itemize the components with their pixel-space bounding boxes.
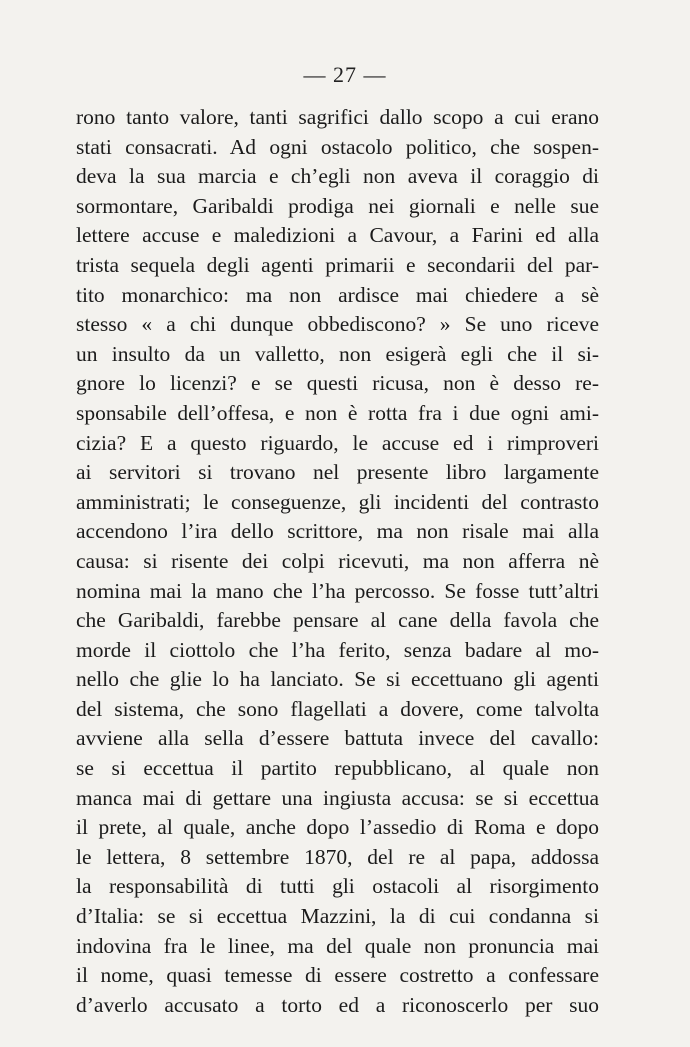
text-line: nomina mai la mano che l’ha percosso. Se fosse tutt’altri xyxy=(76,578,599,603)
text-line: stesso « a chi dunque obbediscono? » Se uno riceve xyxy=(76,312,599,337)
text-line: un insulto da un valletto, non esigerà egli che il si- xyxy=(76,341,599,366)
text-line: lettere accuse e maledizioni a Cavour, a Farini ed alla xyxy=(76,223,599,248)
text-line: deva la sua marcia e ch’egli non aveva il coraggio di xyxy=(76,164,599,189)
text-line: amministrati; le conseguenze, gli incidenti del contrasto xyxy=(76,489,599,514)
text-line: il nome, quasi temesse di essere costretto a confessare xyxy=(76,963,599,988)
text-line: se si eccettua il partito repubblicano, al quale non xyxy=(76,756,599,781)
body-text xyxy=(76,103,599,1020)
text-line: sormontare, Garibaldi prodiga nei giornali e nelle sue xyxy=(76,193,599,218)
text-line: accendono l’ira dello scrittore, ma non risale mai alla xyxy=(76,519,599,544)
text-line: causa: si risente dei colpi ricevuti, ma non afferra nè xyxy=(76,548,599,573)
page-number: — 27 — xyxy=(303,62,387,87)
text-line: indovina fra le linee, ma del quale non pronuncia mai xyxy=(76,933,599,958)
text-line: tito monarchico: ma non ardisce mai chiedere a sè xyxy=(76,282,599,307)
text-line: ai servitori si trovano nel presente libro largamente xyxy=(76,460,599,485)
text-line: la responsabilità di tutti gli ostacoli al risorgimento xyxy=(76,874,599,899)
text-line: trista sequela degli agenti primarii e secondarii del par- xyxy=(76,252,599,277)
text-line: d’averlo accusato a torto ed a riconoscerlo per suo xyxy=(76,992,599,1017)
text-line: morde il ciottolo che l’ha ferito, senza badare al mo- xyxy=(76,637,599,662)
text-line: il prete, al quale, anche dopo l’assedio di Roma e dopo xyxy=(76,815,599,840)
text-line: manca mai di gettare una ingiusta accusa: se si eccettua xyxy=(76,785,599,810)
text-line: nello che glie lo ha lanciato. Se si eccettuano gli agenti xyxy=(76,667,599,692)
text-line: gnore lo licenzi? e se questi ricusa, non è desso re- xyxy=(76,371,599,396)
text-line: rono tanto valore, tanti sagrifici dallo scopo a cui erano xyxy=(76,105,599,129)
text-line: cizia? E a questo riguardo, le accuse ed i rimproveri xyxy=(76,430,599,455)
text-line: d’Italia: se si eccettua Mazzini, la di cui condanna si xyxy=(76,904,599,929)
text-line: le lettera, 8 settembre 1870, del re al papa, addossa xyxy=(76,844,599,869)
text-line: del sistema, che sono flagellati a dovere, come talvolta xyxy=(76,696,599,721)
text-line: sponsabile dell’offesa, e non è rotta fra i due ogni ami- xyxy=(76,400,599,425)
text-line: stati consacrati. Ad ogni ostacolo politico, che sospen- xyxy=(76,134,599,159)
text-line: che Garibaldi, farebbe pensare al cane della favola che xyxy=(76,608,599,633)
text-line: avviene alla sella d’essere battuta invece del cavallo: xyxy=(76,726,599,751)
